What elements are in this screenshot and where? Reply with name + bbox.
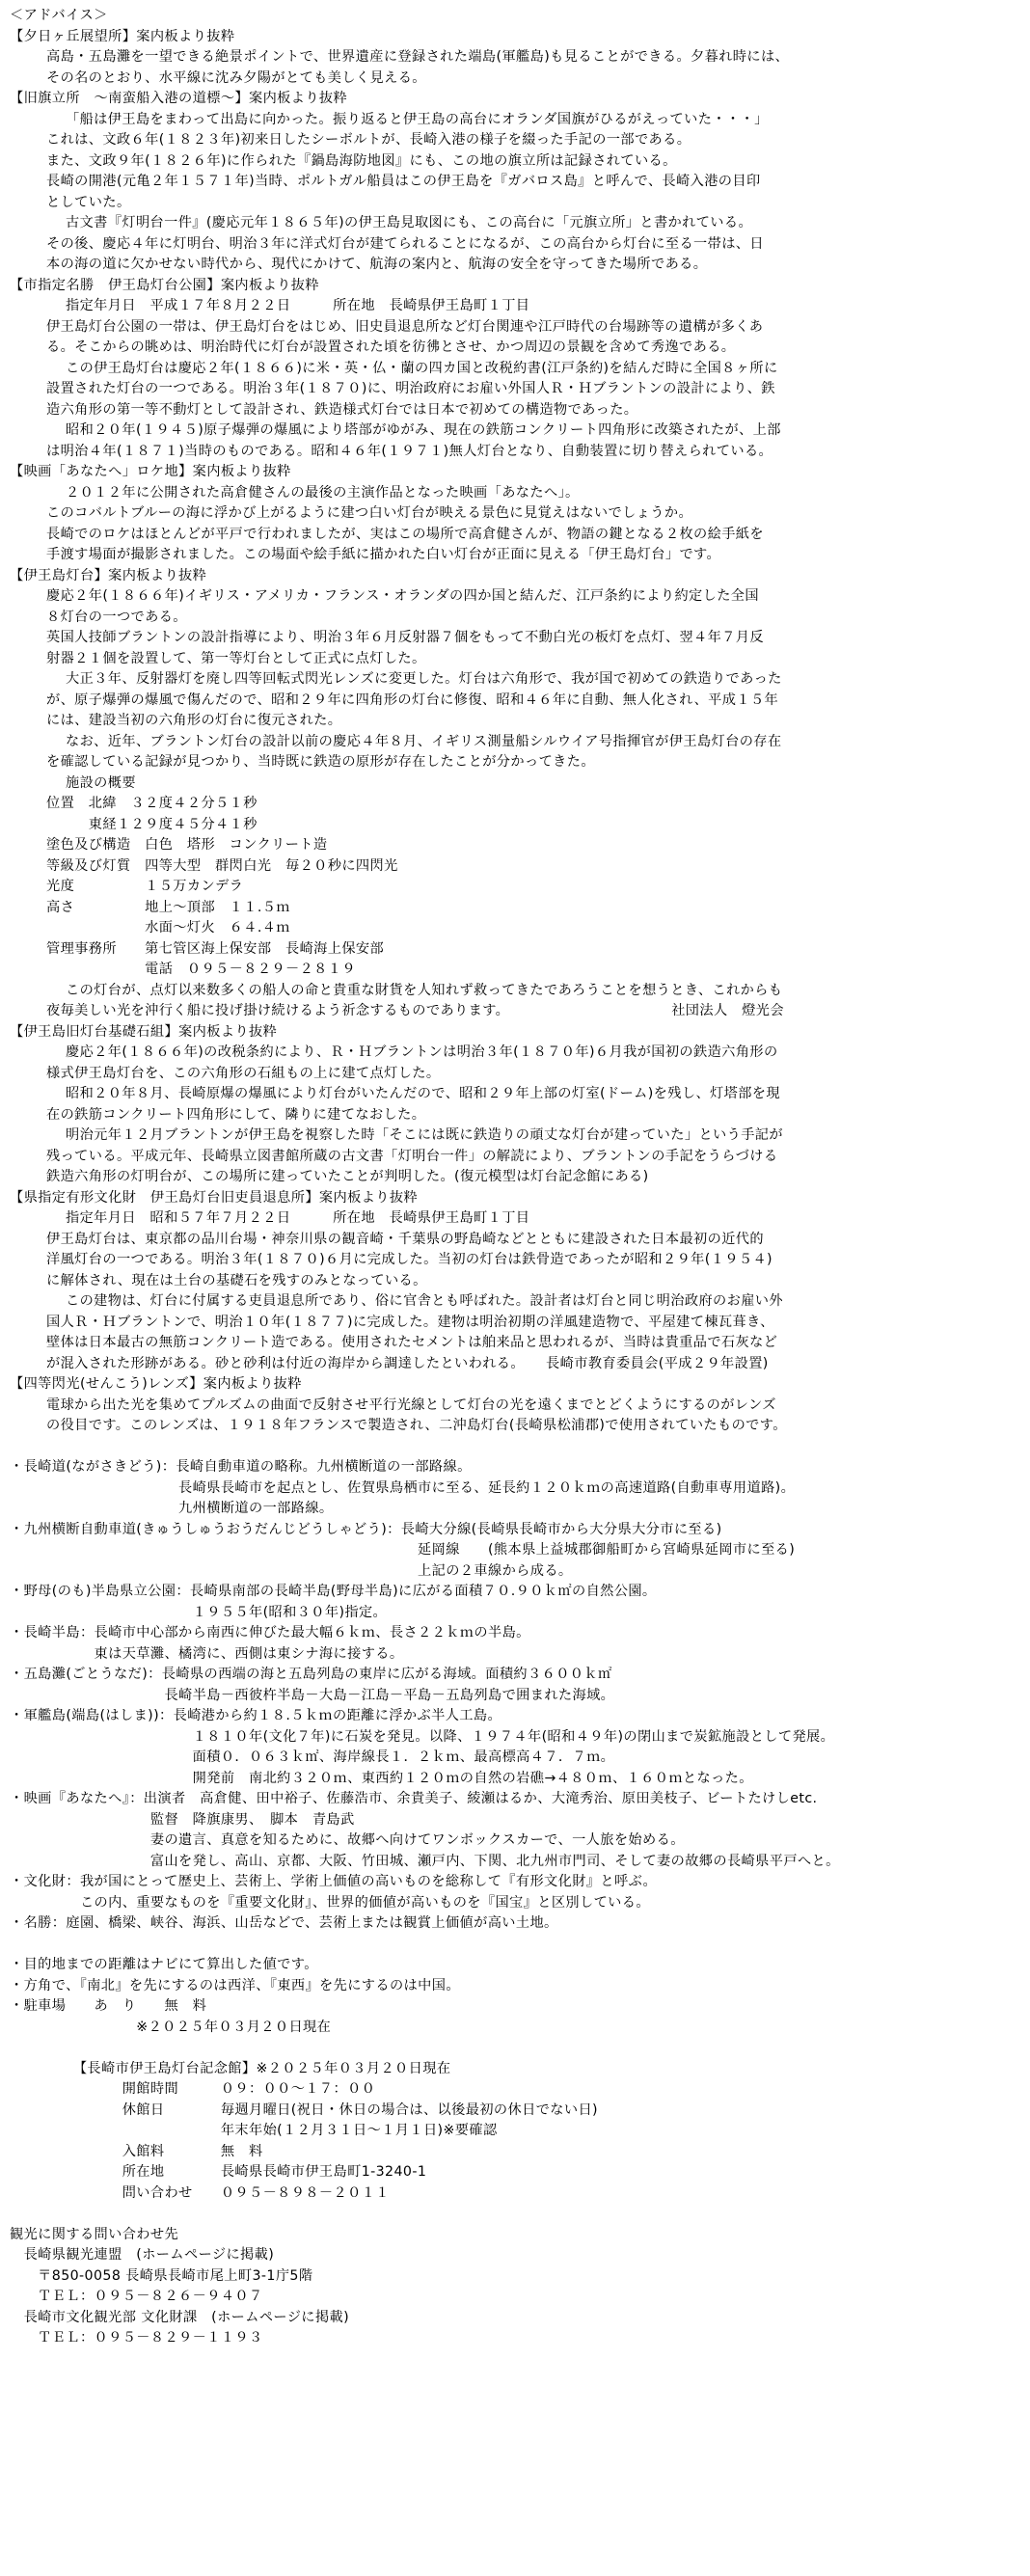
text-line: ・五島灘(ごとうなだ)：長崎県の西端の海と五島列島の東岸に広がる海域。面積約３６００ｋ㎡	[10, 1667, 612, 1682]
text-line: は明治４年(１８７１)当時のものである。昭和４６年(１９７１)無人灯台となり、自動装置に切り替えられている。	[46, 443, 773, 459]
text-line: 所在地 長崎県長崎市伊王島町1-3240-1	[10, 2164, 427, 2180]
text-line: 昭和２０年(１９４５)原子爆弾の爆風により塔部がゆがみ、現在の鉄筋コンクリート四角形に改築されたが、上部	[66, 422, 781, 438]
text-line: 富山を発し、高山、京都、大阪、竹田城、瀬戸内、下関、北九州市門司、そして妻の故郷の長崎県平戸へと。	[10, 1853, 840, 1869]
text-line: ８灯台の一つである。	[46, 609, 187, 625]
text-line: ・駐車場 あ り 無 料	[10, 1998, 207, 2014]
text-line: 指定年月日 昭和５７年７月２２日 所在地 長崎県伊王島町１丁目	[66, 1210, 530, 1226]
text-line: 在の鉄筋コンクリート四角形にして、隣りに建てなおした。	[46, 1106, 426, 1123]
text-line: なお、近年、ブラントン灯台の設計以前の慶応４年８月、イギリス測量船シルウイア号指揮官が伊王島灯台の存在	[66, 733, 782, 749]
text-line: 【映画「あなたへ」ロケ地】案内板より抜粋	[10, 464, 291, 479]
text-line: ・映画『あなたへ』：出演者 高倉健、田中裕子、佐藤浩市、余貴美子、綾瀬はるか、大滝秀治、原田美枝子、ビートたけしetc.	[10, 1791, 818, 1806]
text-line: ・方角で、『南北』を先にするのは西洋、『東西』を先にするのは中国。	[10, 1977, 460, 1993]
text-line: 光度 １５万カンデラ	[46, 879, 244, 894]
text-line: ＴＥＬ：０９５－８２６－９４０７	[10, 2289, 263, 2304]
text-line: その後、慶応４年に灯明台、明治３年に洋式灯台が建てられることになるが、この高台から灯台に至る一帯は、日	[46, 235, 764, 252]
blank-line	[10, 2038, 1022, 2059]
text-line: 本の海の道に欠かせない時代から、現代にかけて、航海の案内と、航海の安全を守ってきた場所である。	[46, 257, 708, 272]
text-line: には、建設当初の六角形の灯台に復元された。	[46, 713, 342, 728]
text-line: ・軍艦島(端島(はしま))：長崎港から約１８.５ｋｍの距離に浮かぶ半人工島。	[10, 1708, 502, 1723]
blank-line	[10, 2204, 1022, 2225]
text-line: 水面～灯火 ６４.４ｍ	[46, 920, 290, 935]
text-line: 長崎県長崎市を起点とし、佐賀県鳥栖市に至る、延長約１２０ｋｍの高速道路(自動車専用道路)。	[10, 1479, 796, 1496]
text-line: 【市指定名勝 伊王島灯台公園】案内板より抜粋	[10, 277, 319, 293]
text-line: 古文書『灯明台一件』(慶応元年１８６５年)の伊王島見取図にも、この高台に「元旗立所」と書かれている。	[66, 215, 753, 230]
text-line: 洋風灯台の一つである。明治３年(１８７０)６月に完成した。当初の灯台は鉄骨造であったが昭和２９年(１９５４)	[46, 1252, 772, 1267]
text-line: 開発前 南北約３２０ｍ、東西約１２０ｍの自然の岩礁→４８０ｍ、１６０ｍとなった。	[10, 1770, 753, 1786]
text-line: 面積０．０６３ｋ㎡、海岸線長１．２ｋｍ、最高標高４７．７ｍ。	[10, 1749, 615, 1765]
text-line: に解体され、現在は土台の基礎石を残すのみとなっている。	[46, 1272, 427, 1288]
text-line: 九州横断道の一部路線。	[10, 1501, 334, 1516]
text-line: 電球から出た光を集めてプルズムの曲面で反射させ平行光線として灯台の光を遠くまでとどくようにするのがレンズ	[46, 1396, 776, 1413]
text-line: この内、重要なものを『重要文化財』、世界的価値が高いものを『国宝』と区別している。	[10, 1894, 650, 1911]
text-line: 位置 北緯 ３２度４２分５１秒	[46, 796, 258, 811]
text-line: 等級及び灯質 四等大型 群閃白光 毎２０秒に四閃光	[46, 857, 398, 874]
blank-line	[10, 1935, 1022, 1956]
text-line: この灯台が、点灯以来数多くの船人の命と貴重な財貨を人知れず救ってきたであろうことを想うとき、これからも	[66, 982, 783, 998]
text-line: 伊王島灯台は、東京都の品川台場・神奈川県の観音崎・千葉県の野島崎などとともに建設された日本最初の近代的	[46, 1231, 764, 1247]
text-line: 観光に関する問い合わせ先	[10, 2226, 179, 2242]
text-line: ・野母(のも)半島県立公園：長崎県南部の長崎半島(野母半島)に広がる面積７０.９０ｋ㎡の自然公園。	[10, 1584, 657, 1599]
text-line: を確認している記録が見つかり、当時既に鉄造の原形が存在したことが分かってきた。	[46, 754, 595, 770]
text-line: ・九州横断自動車道(きゅうしゅうおうだんじどうしゃどう)：長崎大分線(長崎県長崎市から大分県大分市に至る)	[10, 1521, 722, 1537]
text-line: が混入された形跡がある。砂と砂利は付近の海岸から調達したといわれる。 長崎市教育委員会(平成２９年設置)	[46, 1355, 769, 1371]
text-line: 塗色及び構造 白色 塔形 コンクリート造	[46, 837, 328, 853]
text-line: 造六角形の第一等不動灯として設計され、鉄造様式灯台では日本で初めての構造物であった。	[46, 401, 638, 418]
text-line: 「船は伊王島をまわって出島に向かった。振り返ると伊王島の高台にオランダ国旗がひるがえっていた・・・」	[66, 111, 769, 127]
document-body	[10, 6, 1022, 2349]
text-line: 高さ 地上～頂部 １１.５ｍ	[46, 899, 290, 915]
text-line: ・名勝：庭園、橋梁、峡谷、海浜、山岳などで、芸術上または観賞上価値が高い土地。	[10, 1915, 558, 1931]
text-line: 長崎市文化観光部 文化財課 (ホームページに掲載)	[10, 2309, 350, 2325]
text-line: 国人Ｒ・Ｈブラントンで、明治１０年(１８７７)に完成した。建物は明治初期の洋風建造物で、平屋建て棟瓦葺き、	[46, 1314, 774, 1330]
text-line: が、原子爆弾の爆風で傷んだので、昭和２９年に四角形の灯台に修復、昭和４６年に自動、無人化され、平成１５年	[46, 691, 779, 708]
text-line: の役目です。このレンズは、１９１８年フランスで製造され、二沖島灯台(長崎県松浦郡)で使用されていたものです。	[46, 1418, 787, 1433]
text-line: 明治元年１２月ブラントンが伊王島を視察した時「そこには既に鉄造りの頑丈な灯台が建っていた」という手記が	[66, 1127, 783, 1143]
text-line: このコバルトブルーの海に浮かび上がるように建つ白い灯台が映える景色に見覚えはないでしょうか。	[46, 505, 693, 521]
text-line: 鉄造六角形の灯明台が、この場所に建っていたことが判明した。(復元模型は灯台記念館にある)	[46, 1169, 649, 1184]
text-line: 東は天草灘、橘湾に、西側は東シナ海に接する。	[10, 1645, 404, 1662]
text-line: 監督 降旗康男、 脚本 青島武	[10, 1811, 355, 1828]
text-line: これは、文政６年(１８２３年)初来日したシーボルトが、長崎入港の様子を綴った手記の一部である。	[46, 132, 691, 148]
text-line: 壁体は日本最古の無筋コンクリート造である。使用されたセメントは舶来品と思われるが、当時は貴重品で石灰など	[46, 1335, 778, 1350]
text-line: 大正３年、反射器灯を廃し四等回転式閃光レンズに変更した。灯台は六角形で、我が国で初めての鉄造りであった	[66, 671, 782, 687]
text-line: 上記の２車線から成る。	[10, 1562, 573, 1579]
text-line: 年末年始(１２月３１日～１月１日)※要確認	[10, 2123, 498, 2138]
text-line: ２０１２年に公開された高倉健さんの最後の主演作品となった映画「あなたへ」。	[66, 484, 580, 501]
text-line: 【長崎市伊王島灯台記念館】※２０２５年０３月２０日現在	[10, 2060, 451, 2076]
text-line: ※２０２５年０３月２０日現在	[10, 2019, 332, 2035]
text-line: 英国人技師ブラントンの設計指導により、明治３年６月反射器７個をもって不動白光の板灯を点灯、翌４年７月反	[46, 630, 764, 645]
text-line: １９５５年(昭和３０年)指定。	[10, 1604, 388, 1620]
text-line: 伊王島灯台公園の一帯は、伊王島灯台をはじめ、旧史員退息所など灯台関連や江戸時代の台場跡等の遺構が多くあ	[46, 318, 764, 335]
text-line: ・目的地までの距離はナビにて算出した値です。	[10, 1957, 318, 1972]
text-line: 手渡す場面が撮影されました。この場面や絵手紙に描かれた白い灯台が正面に見える「伊王島灯台」です。	[46, 547, 721, 562]
text-line: 【伊王島灯台】案内板より抜粋	[10, 567, 207, 583]
text-line: 長崎でのロケはほとんどが平戸で行われましたが、実はこの場所で高倉健さんが、物語の鍵となる２枚の絵手紙を	[46, 526, 764, 542]
text-line: この建物は、灯台に付属する吏員退息所であり、俗に官舎とも呼ばれた。設計者は灯台と同じ明治政府のお雇い外	[66, 1293, 783, 1309]
text-line: 昭和２０年８月、長崎原爆の爆風により灯台がいたんだので、昭和２９年上部の灯室(ドーム)を残し、灯塔部を現	[66, 1086, 780, 1101]
text-line: 高島・五島灘を一望できる絶景ポイントで、世界遺産に登録された端島(軍艦島)も見ることができる。夕暮れ時には、	[46, 49, 790, 65]
text-line: １８１０年(文化７年)に石炭を発見。以降、１９７４年(昭和４９年)の閉山まで炭鉱施設として発展。	[10, 1728, 835, 1745]
text-line: 残っている。平成元年、長崎県立図書館所蔵の古文書「灯明台一件」の解読により、ブラントンの手記をうらづける	[46, 1148, 778, 1164]
text-line: 【夕日ヶ丘展望所】案内板より抜粋	[10, 28, 235, 44]
text-line: 開館時間 ０９：００～１７：００	[10, 2081, 376, 2097]
text-line: 延岡線 (熊本県上益城郡御船町から宮崎県延岡市に至る)	[10, 1542, 796, 1558]
text-line: る。そこからの眺めは、明治時代に灯台が設置された頃を彷彿とさせ、かつ周辺の景観を含めて秀逸である。	[46, 339, 736, 355]
text-line: ・文化財：我が国にとって歴史上、芸術上、学術上価値の高いものを総称して『有形文化財』と呼ぶ。	[10, 1874, 658, 1889]
text-line: 長崎の開港(元亀２年１５７１年)当時、ポルトガル船員はこの伊王島を『ガバロス島』と呼んで、長崎入港の目印	[46, 174, 761, 189]
text-line: 【伊王島旧灯台基礎石組】案内板より抜粋	[10, 1023, 278, 1040]
text-line: 【四等閃光(せんこう)レンズ】案内板より抜粋	[10, 1376, 302, 1392]
text-line: 入館料 無 料	[10, 2143, 263, 2159]
text-line: 慶応２年(１８６６年)イギリス・アメリカ・フランス・オランダの四か国と結んだ、江戸条約により約定した全国	[46, 588, 759, 604]
text-line: 問い合わせ ０９５－８９８－２０１１	[10, 2184, 390, 2201]
text-line: 【旧旗立所 ～南蛮船入港の道標～】案内板より抜粋	[10, 91, 348, 106]
text-line: 管理事務所 第七管区海上保安部 長崎海上保安部	[46, 940, 385, 957]
text-line: 射器２１個を設置して、第一等灯台として正式に点灯した。	[46, 650, 426, 666]
text-line: 【県指定有形文化財 伊王島灯台旧吏員退息所】案内板より抜粋	[10, 1189, 419, 1206]
text-line: 施設の概要	[66, 774, 136, 791]
text-line: 妻の遺言、真意を知るために、故郷へ向けてワンボックスカーで、一人旅を始める。	[10, 1832, 685, 1848]
text-line: 指定年月日 平成１７年８月２２日 所在地 長崎県伊王島町１丁目	[66, 298, 530, 313]
blank-line	[10, 1437, 1022, 1458]
text-line: その名のとおり、水平線に沈み夕陽がとても美しく見える。	[46, 69, 426, 86]
text-line: ＜アドバイス＞	[10, 8, 108, 23]
text-line: 夜毎美しい光を沖行く船に投げ掛け続けるよう祈念するものであります。 社団法人 燈光会	[46, 1003, 784, 1018]
text-line: 電話 ０９５－８２９－２８１９	[46, 962, 356, 977]
text-line: 〒850-0058 長崎県長崎市尾上町3-1庁5階	[10, 2267, 313, 2284]
text-line: 長崎県観光連盟 (ホームページに掲載)	[10, 2247, 275, 2263]
text-line: ・長崎道(ながさきどう)：長崎自動車道の略称。九州横断道の一部路線。	[10, 1459, 472, 1475]
text-line: 設置された灯台の一つである。明治３年(１８７０)に、明治政府にお雇い外国人Ｒ・Ｈブラントンの設計により、鉄	[46, 381, 775, 396]
text-line: また、文政９年(１８２６年)に作られた『鍋島海防地図』にも、この地の旗立所は記録されている。	[46, 152, 677, 169]
text-line: ・長崎半島：長崎市中心部から南西に伸びた最大幅６ｋｍ、長さ２２ｋｍの半島。	[10, 1625, 530, 1641]
text-line: 慶応２年(１８６６年)の改税条約により、Ｒ・Ｈブラントンは明治３年(１８７０年)６月我が国初の鉄造六角形の	[66, 1044, 778, 1060]
text-line: ＴＥＬ：０９５－８２９－１１９３	[10, 2330, 263, 2346]
text-line: 様式伊王島灯台を、この六角形の石組もの上に建て点灯した。	[46, 1065, 441, 1081]
text-line: 休館日 毎週月曜日(祝日・休日の場合は、以後最初の休日でない日)	[10, 2101, 598, 2118]
text-line: 東経１２９度４５分４１秒	[46, 816, 258, 832]
text-line: としていた。	[46, 194, 131, 210]
text-line: 長崎半島－西彼杵半島－大島－江島－平島－五島列島で囲まれた海域。	[10, 1687, 615, 1703]
text-line: この伊王島灯台は慶応２年(１８６６)に米・英・仏・蘭の四カ国と改税約書(江戸条約)を結んだ時に全国８ヶ所に	[66, 360, 778, 376]
